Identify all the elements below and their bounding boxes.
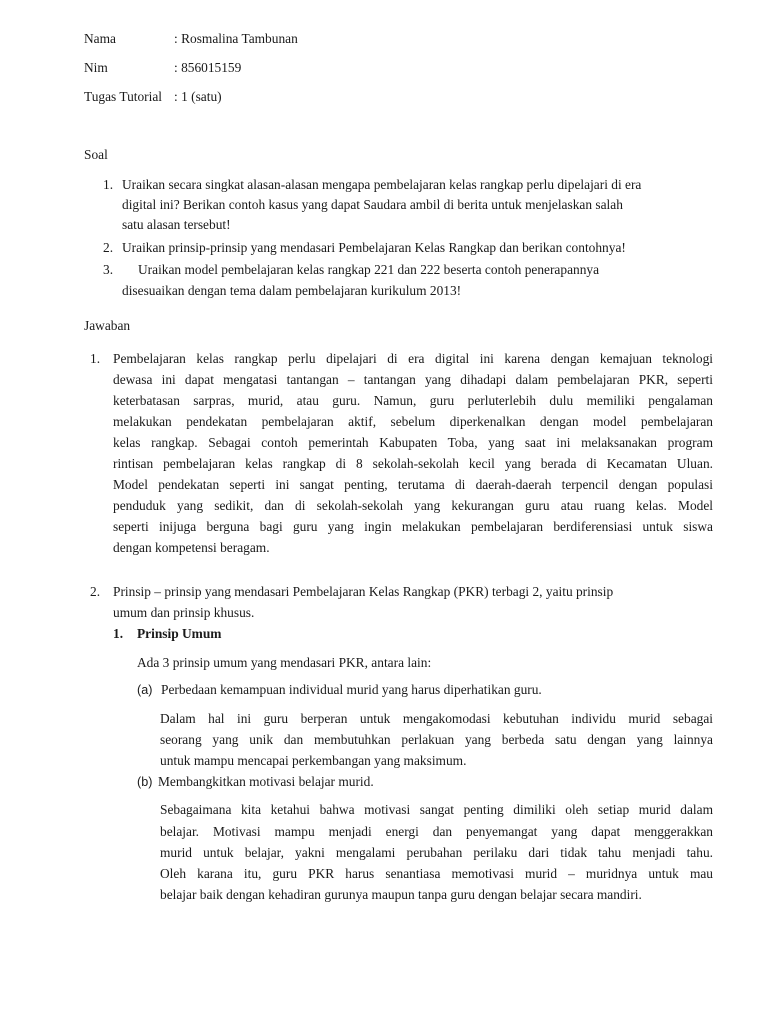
soal-item-line: satu alasan tersebut!: [122, 217, 231, 232]
answer-line: rintisan pembelajaran kelas rangkap di 8 sekolah-sekolah kecil yang berada di Kecamatan Uluan.: [113, 456, 713, 471]
soal-item-line: Uraikan prinsip-prinsip yang mendasari Pembelajaran Kelas Rangkap dan berikan contohnya!: [122, 240, 626, 255]
point-body-line: murid untuk belajar, yakni mengalami perubahan perilaku dari tidak tahu menjadi tahu.: [160, 845, 713, 860]
point-label: (b): [137, 775, 153, 789]
point-body-line: belajar baik dengan kehadiran gurunya maupun tanpa guru dengan belajar secara mandiri.: [160, 887, 642, 902]
point-title: Membangkitkan motivasi belajar murid.: [158, 774, 374, 789]
soal-heading: Soal: [84, 147, 108, 162]
name-value: : Rosmalina Tambunan: [174, 31, 298, 46]
answer-line: melakukan pendekatan pembelajaran aktif, sebelum diperkenalkan dengan model pembelajaran: [113, 414, 713, 429]
answer-line: Prinsip – prinsip yang mendasari Pembelajaran Kelas Rangkap (PKR) terbagi 2, yaitu prinsip: [113, 584, 614, 599]
soal-item-line: disesuaikan dengan tema dalam pembelajaran kurikulum 2013!: [122, 283, 462, 298]
jawaban-heading: Jawaban: [84, 318, 131, 333]
soal-item-line: Uraikan model pembelajaran kelas rangkap 221 dan 222 beserta contoh penerapannya: [138, 262, 600, 277]
answer-line: dengan kompetensi beragam.: [113, 540, 270, 555]
point-body-line: untuk mampu mencapai perkembangan yang maksimum.: [160, 753, 467, 768]
point-title: Perbedaan kemampuan individual murid yang harus diperhatikan guru.: [161, 682, 542, 697]
answer-number: 1.: [90, 351, 101, 366]
point-body-line: Dalam hal ini guru berperan untuk mengakomodasi kebutuhan individu murid sebagai: [160, 711, 713, 726]
answer-line: kelas rangkap. Sebagai contoh pemerintah Kabupaten Toba, yang saat ini melaksanakan program: [113, 435, 713, 450]
point-body-line: Oleh karana itu, guru PKR harus senantiasa memotivasi murid – muridnya untuk mau: [160, 866, 713, 881]
point-body-line: belajar. Motivasi mampu menjadi energi dan penyemangat yang dapat menggerakkan: [160, 824, 713, 839]
answer-number: 2.: [90, 584, 101, 599]
answer-line: umum dan prinsip khusus.: [113, 605, 255, 620]
answer-line: Model pendekatan seperti ini sangat penting, terutama di daerah-daerah terpencil dengan populasi: [113, 477, 713, 492]
sub-heading-number: 1.: [113, 626, 124, 641]
soal-item-number: 2.: [103, 240, 114, 255]
nim-value: : 856015159: [174, 60, 242, 75]
point-label: (a): [137, 683, 153, 697]
point-body-line: seorang yang unik dan membutuhkan perlakuan yang berbeda satu dengan yang lainnya: [160, 732, 713, 747]
task-label: Tugas Tutorial: [84, 89, 163, 104]
answer-line: seperti inijuga berguna bagi guru yang ingin melakukan pembelajaran berdiferensiasi untuk siswa: [113, 519, 713, 534]
soal-item-line: Uraikan secara singkat alasan-alasan mengapa pembelajaran kelas rangkap perlu dipelajari di era: [122, 177, 642, 192]
name-label: Nama: [84, 31, 116, 46]
answer-line: dewasa ini dapat mengatasi tantangan – tantangan yang dihadapi dalam pembelajaran PKR, seperti: [113, 372, 713, 387]
soal-item-number: 3.: [103, 262, 114, 277]
nim-label: Nim: [84, 60, 108, 75]
soal-item-number: 1.: [103, 177, 114, 192]
sub-intro: Ada 3 prinsip umum yang mendasari PKR, antara lain:: [137, 655, 432, 670]
sub-heading-title: Prinsip Umum: [137, 626, 222, 641]
answer-line: keterbatasan sarpras, murid, atau guru. Namun, guru perluterlebih dulu memiliki pengalaman: [113, 393, 713, 408]
point-body-line: Sebagaimana kita ketahui bahwa motivasi sangat penting dimiliki oleh setiap murid dalam: [160, 802, 713, 817]
answer-line: penduduk yang sedikit, dan di sekolah-sekolah yang kekurangan guru atau ruang kelas. Model: [113, 498, 713, 513]
task-value: : 1 (satu): [174, 89, 222, 104]
answer-line: Pembelajaran kelas rangkap perlu dipelajari di era digital ini karena dengan kemajuan teknologi: [113, 351, 713, 366]
soal-item-line: digital ini? Berikan contoh kasus yang dapat Saudara ambil di berita untuk menjelaskan salah: [122, 197, 623, 212]
